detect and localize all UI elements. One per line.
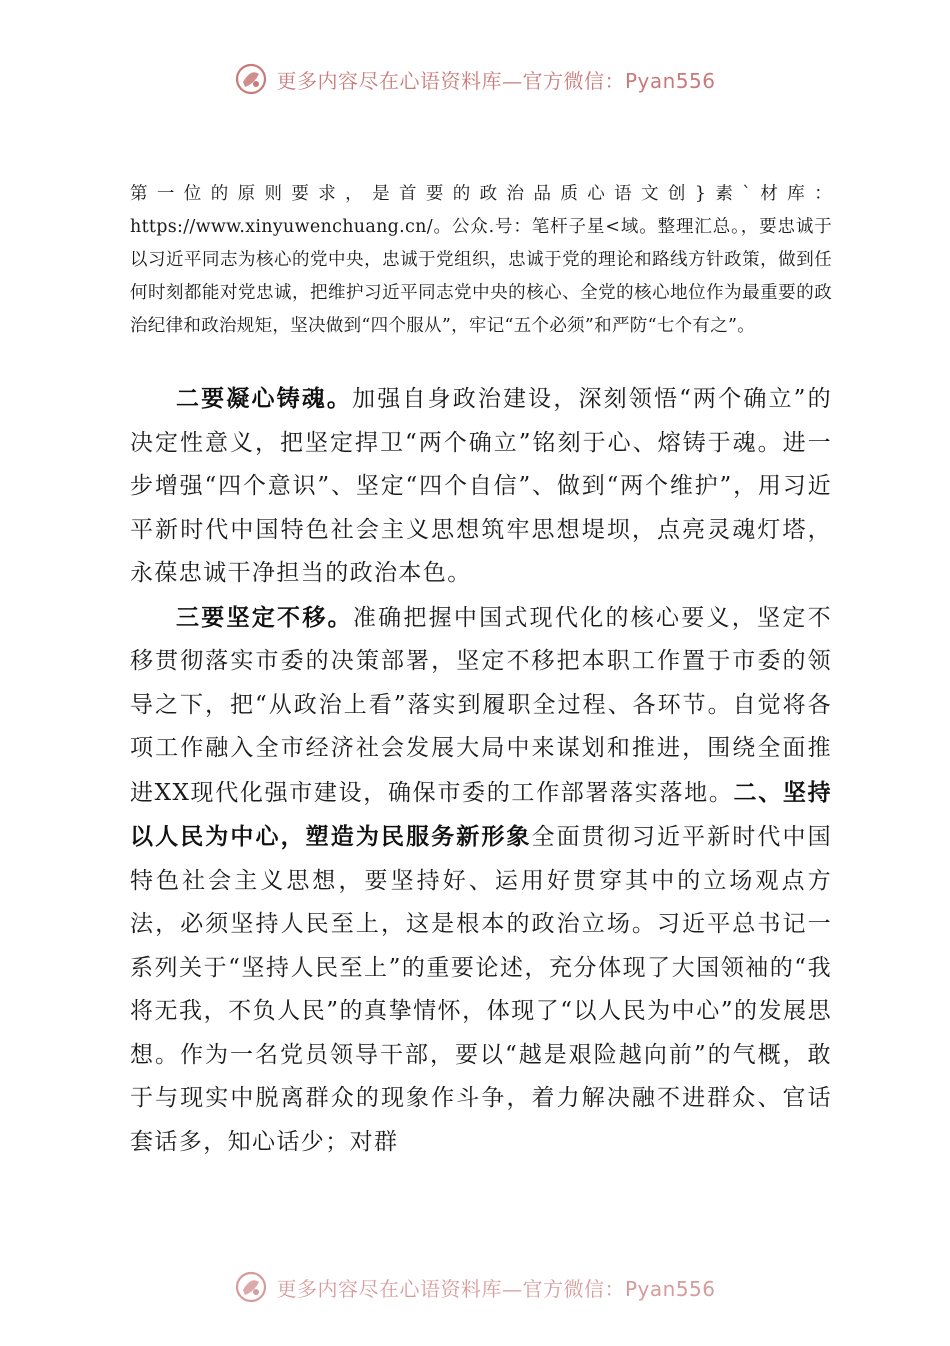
header-brand-label: 更多内容尽在心语资料库—官方微信： bbox=[276, 68, 625, 93]
document-body bbox=[130, 377, 832, 1164]
footer-brand-text bbox=[276, 1273, 715, 1302]
chapter-text-2: 全面贯彻习近平新时代中国特色社会主义思想，要坚持好、运用好贯穿其中的立场观点方法，必须坚持人民至上，这是根本的政治立场。习近平总书记一系列关于“坚持人民至上”的重要论述，充分体现了大国领袖的“我将无我，不负人民”的真挚情怀，体现了“以人民为中心”的发展思想。作为一名党员领导干部，要以“越是艰险越向前”的气概，敢于与现实中脱离群众的现象作斗争，着力解决融不进群众、官话套话多，知心话少；对群 bbox=[130, 824, 832, 1155]
section-paragraph-2 bbox=[130, 377, 832, 596]
section-paragraph-3 bbox=[130, 596, 832, 1165]
intro-paragraph: 第一位的原则要求，是首要的政治品质心语文创}素`材库：https://www.xinyuwenchuang.cn/。公众.号：笔杆子星<域。整理汇总。，要忠诚于以习近平同志为核心的党中央，忠诚于党组织，忠诚于党的理论和路线方针政策，做到任何时刻都能对党忠诚，把维护习近平同志党中央的核心、全党的核心地位作为最重要的政治纪律和政治规矩，坚决做到“四个服从”，牢记“五个必须”和严防“七个有之”。 bbox=[130, 184, 832, 336]
footer-wechat-id: Pyan556 bbox=[624, 1276, 716, 1301]
brand-logo-icon bbox=[234, 62, 268, 96]
header-wechat-id: Pyan556 bbox=[624, 68, 716, 93]
section-heading-2: 二要凝心铸魂。 bbox=[176, 385, 353, 412]
footer-brand-label: 更多内容尽在心语资料库—官方微信： bbox=[276, 1276, 625, 1301]
section-text-2: 加强自身政治建设，深刻领悟“两个确立”的决定性意义，把坚定捍卫“两个确立”铭刻于心、熔铸于魂。进一步增强“四个意识”、坚定“四个自信”、做到“两个维护”，用习近平新时代中国特色社会主义思想筑牢思想堤坝，点亮灵魂灯塔，永葆忠诚干净担当的政治本色。 bbox=[130, 386, 832, 586]
footer-brand-logo-icon bbox=[234, 1270, 268, 1304]
section-heading-3: 三要坚定不移。 bbox=[176, 603, 353, 631]
footer-banner bbox=[0, 1270, 950, 1304]
chapter-heading-2: 二、坚持以人民为中心，塑造为民服务新形象 bbox=[130, 778, 832, 850]
section-text-3: 准确把握中国式现代化的核心要义，坚定不移贯彻落实市委的决策部署，坚定不移把本职工作置于市委的领导之下，把“从政治上看”落实到履职全过程、各环节。自觉将各项工作融入全市经济社会发展大局中来谋划和推进，围绕全面推进XX现代化强市建设，确保市委的工作部署落实落地。 bbox=[130, 604, 832, 806]
header-brand-text bbox=[276, 65, 715, 94]
header-banner bbox=[0, 62, 950, 96]
